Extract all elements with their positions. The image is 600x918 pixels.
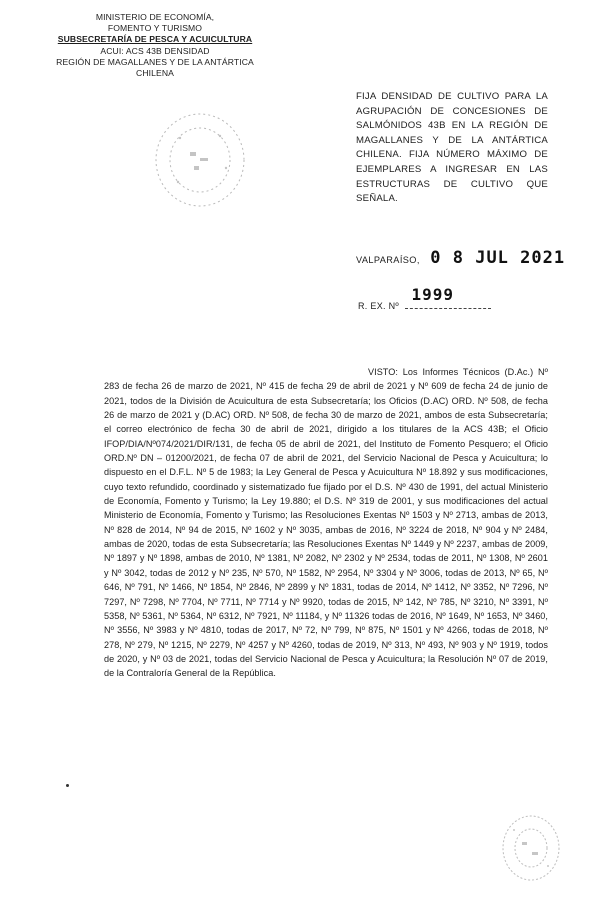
file-reference: ACUI: ACS 43B DENSIDAD bbox=[100, 45, 210, 56]
subsecretary-name: SUBSECRETARÍA DE PESCA Y ACUICULTURA bbox=[57, 34, 253, 45]
ministry-name: MINISTERIO DE ECONOMÍA, bbox=[95, 12, 215, 22]
resolution-summary: FIJA DENSIDAD DE CULTIVO PARA LA AGRUPACIÓN DE CONCESIONES DE SALMÓNIDOS 43B EN LA REGIÓN DE MAGALLANES Y DE LA ANTÁRTICA CHILENA. FIJA NÚMERO MÁXIMO DE EJEMPLARES A INGRESAR EN LAS ESTRUCTURAS DE CULTIVO QUE SEÑALA. bbox=[356, 91, 548, 205]
resolution-label: R. EX. Nº bbox=[358, 301, 399, 311]
region-name: REGIÓN DE MAGALLANES Y DE LA ANTÁRTICA CHILENA bbox=[56, 56, 254, 79]
city-label: VALPARAÍSO, bbox=[356, 255, 420, 265]
ministry-name-cont: FOMENTO Y TURISMO bbox=[107, 23, 203, 34]
resolution-number-line bbox=[358, 285, 491, 316]
letterhead bbox=[40, 12, 270, 79]
resolution-number: 1999 bbox=[411, 285, 454, 304]
stamp-icon bbox=[498, 808, 564, 886]
margin-mark bbox=[66, 784, 69, 787]
official-seal-icon bbox=[150, 108, 250, 218]
handwritten-date: 0 8 JUL 2021 bbox=[430, 248, 566, 268]
date-line bbox=[356, 248, 565, 270]
resolution-number-field bbox=[405, 285, 491, 309]
considerations-paragraph: VISTO: Los Informes Técnicos (D.Ac.) Nº 283 de fecha 26 de marzo de 2021, Nº 415 de fecha 29 de abril de 2021 y Nº 609 de fecha 24 de junio de 2021, todos de la División de Acuicultura de esta Subsecretaría; los Oficios (D.AC) ORD. Nº 508, de fecha 26 de marzo de 2021 y (D.AC) ORD. Nº 508, de fecha 30 de marzo de 2021, ambos de esta Subsecretaría; el correo electrónico de fecha 30 de abril de 2021, dirigido a los titulares de la ACS 43B; el Oficio IFOP/DIA/Nº074/2021/DIR/131, de fecha 05 de abril de 2021, del Instituto de Fomento Pesquero; el Oficio ORD.Nº DN – 01200/2021, de fecha 07 de abril de 2021, del Servicio Nacional de Pesca y Acuicultura; lo dispuesto en el D.F.L. Nº 5 de 1983; la Ley General de Pesca y Acuicultura Nº 18.892 y sus modificaciones, cuyo texto refundido, coordinado y sistematizado fue fijado por el D.S. Nº 430 de 1991, del actual Ministerio de Economía, Fomento y Turismo; la Ley 19.880; el D.S. Nº 319 de 2001, y sus modificaciones del actual Ministerio de Economía, Fomento y Turismo; las Resoluciones Exentas Nº 1503 y Nº 2713, ambas de 2013, Nº 828 de 2014, Nº 94 de 2015, Nº 1602 y Nº 3035, ambas de 2016, Nº 3224 de 2018, Nº 904 y Nº 2484, ambas de 2020, todas de esta Subsecretaría; las Resoluciones Exentas Nº 1449 y Nº 2237, ambas de 2009, Nº 1897 y Nº 1898, ambas de 2010, Nº 1381, Nº 2082, Nº 2302 y Nº 2534, todas de 2011, Nº 1308, Nº 2601 y Nº 3042, todas de 2012 y Nº 235, Nº 570, Nº 1582, Nº 2954, Nº 3304 y Nº 3006, todas de 2013, Nº 65, Nº 646, Nº 791, Nº 1466, Nº 1854, Nº 2846, Nº 2899 y Nº 1831, todas de 2014, Nº 1412, Nº 3352, Nº 7296, Nº 7297, Nº 7298, Nº 7704, Nº 7711, Nº 7714 y Nº 9920, todas de 2015, Nº 142, Nº 785, Nº 3210, Nº 3391, Nº 5358, Nº 5361, Nº 5364, Nº 6312, Nº 7921, Nº 11184, y Nº 11326 todas de 2016, Nº 1649, Nº 1653, Nº 3460, Nº 3556, Nº 3983 y Nº 4810, todas de 2017, Nº 72, Nº 799, Nº 875, Nº 1501 y Nº 4266, todas de 2018, Nº 278, Nº 279, Nº 1215, Nº 2279, Nº 4257 y Nº 4260, todas de 2019, Nº 313, Nº 493, Nº 903 y Nº 1919, todos de 2020, y Nº 03 de 2021, todas del Servicio Nacional de Pesca y Acuicultura; la Resolución Nº 07 de 2019, de la Contraloría General de la República. bbox=[104, 367, 548, 679]
